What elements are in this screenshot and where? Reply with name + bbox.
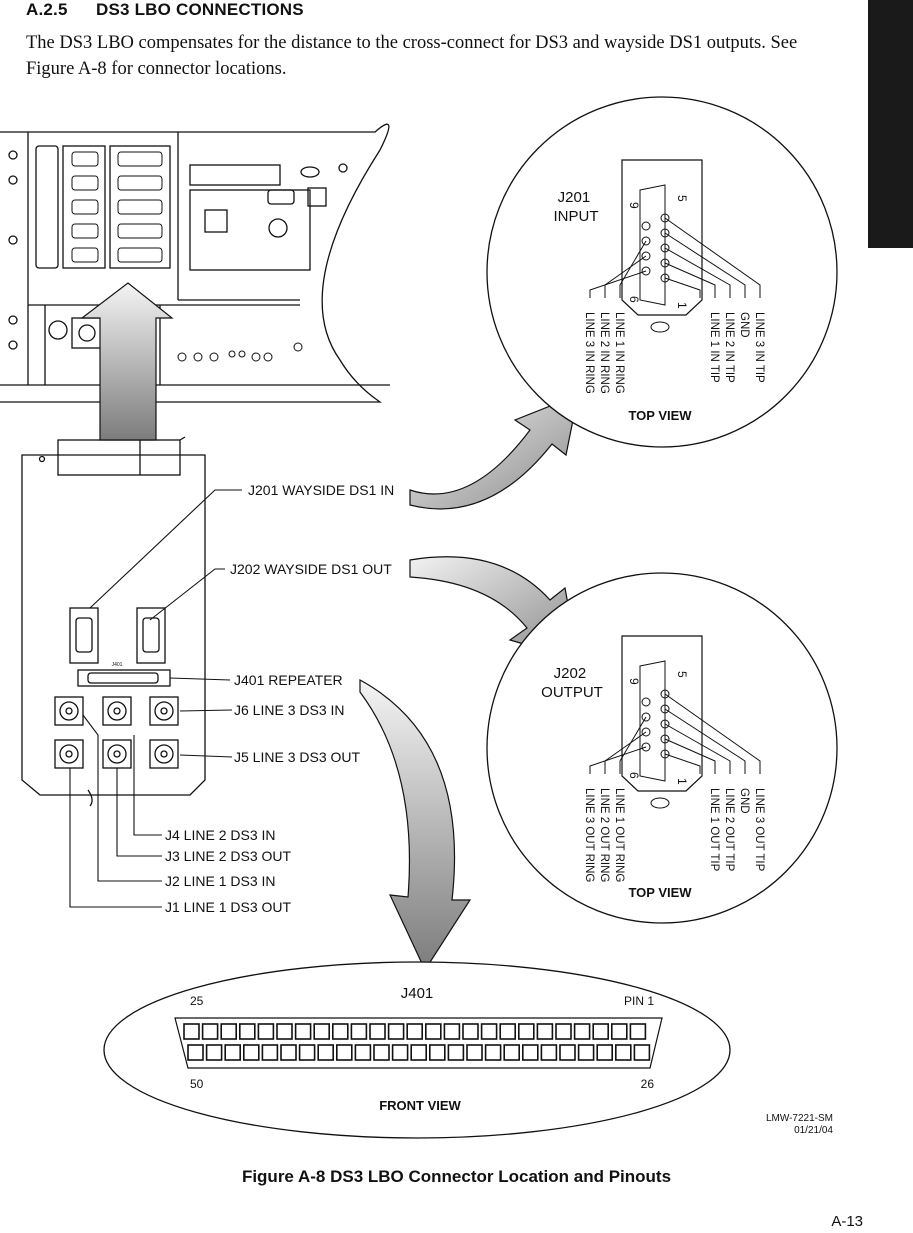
- j401-pin1: PIN 1: [623, 994, 654, 1008]
- j201-pin5: 5: [675, 195, 689, 202]
- j201-view-label: TOP VIEW: [628, 408, 692, 423]
- section-title: DS3 LBO CONNECTIONS: [96, 0, 304, 19]
- ds3-lbo-board: [22, 437, 205, 806]
- drawing-date: 01/21/04: [794, 1125, 833, 1136]
- j201-pin-label-5: LINE 1 IN RING: [613, 312, 625, 394]
- callout-j202: J202 WAYSIDE DS1 OUT: [230, 561, 392, 577]
- j201-pin-label-4: LINE 1 IN TIP: [708, 312, 720, 383]
- j202-view-label: TOP VIEW: [628, 885, 692, 900]
- j201-pin-label-7: LINE 3 IN RING: [583, 312, 595, 394]
- callout-j2: J2 LINE 1 DS3 IN: [165, 873, 276, 889]
- j201-pin1: 1: [675, 302, 689, 309]
- board-j401-label: J401: [111, 662, 123, 668]
- j201-pinout: [487, 97, 837, 447]
- leader-lines: [70, 490, 242, 907]
- j202-pin-label-3: LINE 2 OUT TIP: [723, 788, 735, 872]
- j201-pin6: 6: [627, 296, 641, 303]
- j201-title-line2: INPUT: [553, 208, 599, 225]
- j202-pin6: 6: [627, 772, 641, 779]
- j201-pin9: 9: [627, 202, 641, 209]
- j201-pin-label-6: LINE 2 IN RING: [598, 312, 610, 394]
- j201-pin-label-2: GND: [738, 312, 750, 338]
- callout-j3: J3 LINE 2 DS3 OUT: [165, 848, 292, 864]
- j202-pin-label-5: LINE 1 OUT RING: [613, 788, 625, 883]
- j202-pin-label-7: LINE 3 OUT RING: [583, 788, 595, 883]
- callout-j401: J401 REPEATER: [234, 672, 343, 688]
- j202-pin-label-2: GND: [738, 788, 750, 814]
- j401-pin26: 26: [640, 1077, 654, 1091]
- j202-title-line1: J202: [553, 665, 587, 682]
- j202-title-line2: OUTPUT: [541, 684, 603, 701]
- j201-title-line1: J201: [557, 189, 591, 206]
- j401-pin50: 50: [190, 1077, 204, 1091]
- j401-view-label: FRONT VIEW: [379, 1098, 461, 1113]
- j401-pin25: 25: [190, 994, 204, 1008]
- j201-pin-label-3: LINE 2 IN TIP: [723, 312, 735, 383]
- j202-pin1: 1: [675, 778, 689, 785]
- j201-pin-label-1: LINE 3 IN TIP: [753, 312, 765, 383]
- j202-pin5: 5: [675, 671, 689, 678]
- section-number: A.2.5: [26, 0, 68, 19]
- shelf-drawing: [0, 124, 390, 402]
- arrow-to-j201: [410, 395, 578, 509]
- j202-pin-label-1: LINE 3 OUT TIP: [753, 788, 765, 872]
- callout-j1: J1 LINE 1 DS3 OUT: [165, 899, 292, 915]
- arrow-to-j401: [360, 680, 470, 970]
- callout-j5: J5 LINE 3 DS3 OUT: [234, 749, 361, 765]
- j202-pin-label-6: LINE 2 OUT RING: [598, 788, 610, 883]
- j401-title: J401: [400, 985, 434, 1002]
- j202-pin-label-4: LINE 1 OUT TIP: [708, 788, 720, 872]
- callout-j4: J4 LINE 2 DS3 IN: [165, 827, 276, 843]
- callout-j6: J6 LINE 3 DS3 IN: [234, 702, 345, 718]
- drawing-id: LMW-7221-SM: [765, 1113, 833, 1124]
- intro-paragraph: The DS3 LBO compensates for the distance to the cross-connect for DS3 and wayside DS1 outputs. See Figure A-8 for connector locations.: [26, 33, 798, 79]
- j202-pin9: 9: [627, 678, 641, 685]
- j401-pinout: [104, 962, 730, 1138]
- callout-j201: J201 WAYSIDE DS1 IN: [248, 482, 395, 498]
- arrow-board-to-shelf-shape: [82, 283, 172, 440]
- figure-caption: Figure A-8 DS3 LBO Connector Location and Pinouts: [241, 1167, 672, 1186]
- page-number: A-13: [831, 1213, 863, 1230]
- j202-pinout: [487, 573, 837, 923]
